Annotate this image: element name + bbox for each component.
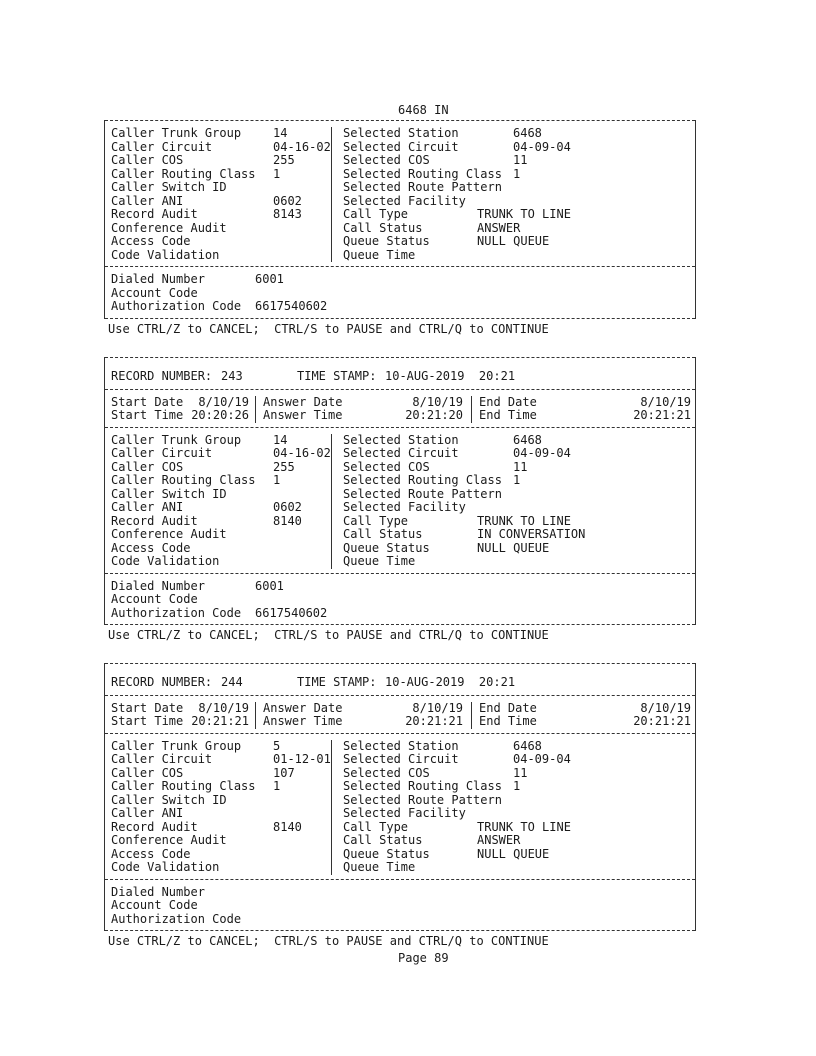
field-row xyxy=(105,740,695,754)
selected-field-label: Call Type xyxy=(343,513,409,528)
dial-field-label: Account Code xyxy=(111,898,198,912)
record-number-label: RECORD NUMBER: xyxy=(111,369,213,383)
date-time-section xyxy=(105,389,695,427)
field-row xyxy=(105,461,695,475)
selected-field-label: Selected Route Pattern xyxy=(343,180,502,194)
field-row xyxy=(105,154,695,168)
date-time-label: End Time xyxy=(479,408,537,422)
date-time-value: 20:21:21 xyxy=(633,408,691,422)
field-row xyxy=(105,208,695,222)
date-time-label: End Date xyxy=(479,394,537,409)
field-row xyxy=(105,913,695,927)
field-row xyxy=(105,821,695,835)
field-row xyxy=(105,447,695,461)
control-prompt: Use CTRL/Z to CANCEL; CTRL/S to PAUSE and CTRL/Q to CONTINUE xyxy=(108,628,549,642)
date-time-value: 8/10/19 xyxy=(640,700,691,715)
field-row xyxy=(105,528,695,542)
column-divider xyxy=(255,396,256,423)
field-row xyxy=(105,168,695,182)
dial-field-label: Account Code xyxy=(111,592,198,606)
field-row xyxy=(105,287,695,301)
selected-field-value: NULL QUEUE xyxy=(477,234,550,248)
selected-field-value: 11 xyxy=(513,765,528,780)
selected-field-label: Selected Circuit xyxy=(343,139,459,154)
dial-field-label: Dialed Number xyxy=(111,272,205,286)
date-time-label: Start Date xyxy=(111,700,184,715)
caller-field-value: 0602 xyxy=(273,193,302,208)
selected-field-label: Selected COS xyxy=(343,765,430,780)
date-time-value: 8/10/19 xyxy=(412,700,463,715)
caller-field-value: 04-16-02 xyxy=(273,446,331,460)
field-row xyxy=(105,607,695,621)
dial-field-label: Account Code xyxy=(111,285,198,300)
field-row xyxy=(105,181,695,195)
date-time-row xyxy=(105,702,695,716)
selected-field-value: 11 xyxy=(513,153,528,167)
selected-field-label: Selected Routing Class xyxy=(343,166,502,181)
selected-field-label: Selected Circuit xyxy=(343,752,459,766)
field-row xyxy=(105,195,695,209)
column-divider xyxy=(471,396,472,423)
selected-field-label: Selected Station xyxy=(343,432,459,447)
caller-field-value: 107 xyxy=(273,765,295,780)
selected-field-label: Selected Routing Class xyxy=(343,473,502,487)
field-row xyxy=(105,474,695,488)
record-header xyxy=(105,663,695,695)
date-time-section xyxy=(105,695,695,733)
selected-field-value: ANSWER xyxy=(477,220,521,235)
dial-field-value: 6617540602 xyxy=(255,299,328,313)
record-header-row xyxy=(105,370,695,384)
selected-field-value: 11 xyxy=(513,459,528,474)
date-time-value: 20:21:21 xyxy=(191,714,249,728)
caller-field-value: 8143 xyxy=(273,207,302,221)
selected-field-value: ANSWER xyxy=(477,833,521,847)
field-row xyxy=(105,899,695,913)
selected-field-label: Queue Status xyxy=(343,846,430,861)
caller-field-label: Conference Audit xyxy=(111,833,227,847)
dial-section xyxy=(105,266,695,319)
dial-field-value: 6001 xyxy=(255,272,284,286)
call-record xyxy=(104,357,696,625)
timestamp: 10-AUG-2019 20:21 xyxy=(385,675,516,689)
caller-field-label: Caller Trunk Group xyxy=(111,126,242,140)
selected-field-label: Queue Time xyxy=(343,554,416,568)
field-row xyxy=(105,834,695,848)
caller-field-label: Code Validation xyxy=(111,247,220,262)
caller-field-value: 0602 xyxy=(273,500,302,514)
record-header xyxy=(105,357,695,389)
field-row xyxy=(105,273,695,287)
date-time-value: 8/10/19 xyxy=(640,394,691,409)
field-row xyxy=(105,515,695,529)
selected-field-label: Call Status xyxy=(343,220,423,235)
selected-field-label: Selected Route Pattern xyxy=(343,486,502,501)
caller-field-label: Code Validation xyxy=(111,554,220,568)
caller-field-label: Caller Switch ID xyxy=(111,180,227,194)
selected-field-label: Selected Facility xyxy=(343,500,466,514)
date-time-value: 20:21:21 xyxy=(633,714,691,728)
column-divider xyxy=(331,740,332,875)
selected-field-value: 6468 xyxy=(513,432,542,447)
selected-field-value: 1 xyxy=(513,166,521,181)
caller-field-value: 1 xyxy=(273,473,281,487)
column-divider xyxy=(331,127,332,262)
record-number: 243 xyxy=(221,369,243,383)
date-time-value: 8/10/19 xyxy=(198,700,249,715)
caller-field-label: Caller COS xyxy=(111,765,184,780)
field-row xyxy=(105,542,695,556)
selected-field-label: Call Type xyxy=(343,207,409,221)
caller-selected-section xyxy=(105,120,695,266)
selected-field-value: 6468 xyxy=(513,738,542,753)
caller-field-label: Caller Circuit xyxy=(111,752,213,766)
field-row xyxy=(105,555,695,569)
date-time-label: Start Time xyxy=(111,714,184,728)
caller-field-label: Access Code xyxy=(111,846,191,861)
caller-field-label: Caller Switch ID xyxy=(111,486,227,501)
dial-field-label: Authorization Code xyxy=(111,605,242,620)
dial-field-label: Authorization Code xyxy=(111,911,242,926)
selected-field-value: NULL QUEUE xyxy=(477,540,550,555)
field-row xyxy=(105,141,695,155)
selected-field-label: Queue Status xyxy=(343,234,430,248)
caller-field-label: Caller ANI xyxy=(111,500,184,514)
selected-field-label: Selected Station xyxy=(343,126,459,140)
caller-field-label: Caller Circuit xyxy=(111,446,213,460)
field-row xyxy=(105,488,695,502)
selected-field-label: Queue Status xyxy=(343,540,430,555)
timestamp-label: TIME STAMP: xyxy=(297,369,377,383)
caller-selected-section xyxy=(105,733,695,879)
selected-field-value: TRUNK TO LINE xyxy=(477,513,571,528)
caller-field-label: Caller ANI xyxy=(111,193,184,208)
selected-field-value: TRUNK TO LINE xyxy=(477,819,571,834)
field-row xyxy=(105,780,695,794)
caller-field-value: 14 xyxy=(273,126,288,140)
field-row xyxy=(105,235,695,249)
caller-field-label: Code Validation xyxy=(111,860,220,874)
date-time-label: End Date xyxy=(479,700,537,715)
dial-field-label: Dialed Number xyxy=(111,578,205,593)
caller-field-value: 1 xyxy=(273,779,281,793)
timestamp: 10-AUG-2019 20:21 xyxy=(385,369,516,383)
caller-field-value: 01-12-01 xyxy=(273,752,331,766)
page-header: 6468 IN xyxy=(398,103,449,117)
record-number: 244 xyxy=(221,675,243,689)
caller-field-value: 14 xyxy=(273,432,288,447)
caller-field-label: Caller ANI xyxy=(111,806,184,820)
caller-field-value: 255 xyxy=(273,153,295,167)
column-divider xyxy=(331,434,332,569)
field-row xyxy=(105,127,695,141)
caller-field-label: Caller Routing Class xyxy=(111,779,256,793)
selected-field-label: Selected Routing Class xyxy=(343,779,502,793)
field-row xyxy=(105,794,695,808)
call-record xyxy=(104,120,696,319)
field-row xyxy=(105,580,695,594)
timestamp-label: TIME STAMP: xyxy=(297,675,377,689)
caller-field-label: Caller Routing Class xyxy=(111,166,256,181)
caller-field-label: Caller Circuit xyxy=(111,139,213,154)
caller-selected-section xyxy=(105,427,695,573)
selected-field-label: Selected Station xyxy=(343,738,459,753)
field-row xyxy=(105,807,695,821)
caller-field-label: Caller COS xyxy=(111,153,184,167)
field-row xyxy=(105,222,695,236)
dial-field-value: 6617540602 xyxy=(255,605,328,620)
caller-field-value: 5 xyxy=(273,738,281,753)
selected-field-label: Selected Facility xyxy=(343,193,466,208)
date-time-value: 8/10/19 xyxy=(198,394,249,409)
field-row xyxy=(105,848,695,862)
caller-field-label: Record Audit xyxy=(111,207,198,221)
dial-field-label: Authorization Code xyxy=(111,299,242,313)
selected-field-value: 6468 xyxy=(513,126,542,140)
caller-field-label: Caller Trunk Group xyxy=(111,432,242,447)
caller-field-label: Record Audit xyxy=(111,513,198,528)
dial-field-label: Dialed Number xyxy=(111,884,205,899)
date-time-value: 20:21:21 xyxy=(405,714,463,728)
selected-field-value: 04-09-04 xyxy=(513,446,571,460)
date-time-row xyxy=(105,715,695,729)
selected-field-value: TRUNK TO LINE xyxy=(477,207,571,221)
caller-field-label: Caller Routing Class xyxy=(111,473,256,487)
date-time-value: 8/10/19 xyxy=(412,394,463,409)
caller-field-label: Conference Audit xyxy=(111,220,227,235)
selected-field-value: NULL QUEUE xyxy=(477,846,550,861)
selected-field-label: Call Status xyxy=(343,833,423,847)
field-row xyxy=(105,767,695,781)
caller-field-label: Conference Audit xyxy=(111,527,227,541)
selected-field-label: Call Status xyxy=(343,527,423,541)
selected-field-label: Selected Facility xyxy=(343,806,466,820)
field-row xyxy=(105,753,695,767)
date-time-label: Answer Time xyxy=(263,408,343,422)
field-row xyxy=(105,886,695,900)
field-row xyxy=(105,434,695,448)
selected-field-label: Queue Time xyxy=(343,247,416,262)
column-divider xyxy=(471,702,472,729)
date-time-label: Start Time xyxy=(111,408,184,422)
date-time-label: Answer Date xyxy=(263,394,343,409)
selected-field-value: 1 xyxy=(513,779,521,793)
dial-field-value: 6001 xyxy=(255,578,284,593)
field-row xyxy=(105,861,695,875)
selected-field-label: Selected Circuit xyxy=(343,446,459,460)
selected-field-label: Queue Time xyxy=(343,860,416,874)
date-time-value: 20:20:26 xyxy=(191,408,249,422)
selected-field-label: Call Type xyxy=(343,819,409,834)
record-header-row xyxy=(105,676,695,690)
record-number-label: RECORD NUMBER: xyxy=(111,675,213,689)
caller-field-value: 1 xyxy=(273,166,281,181)
field-row xyxy=(105,300,695,314)
caller-field-value: 8140 xyxy=(273,819,302,834)
date-time-row xyxy=(105,409,695,423)
selected-field-value: IN CONVERSATION xyxy=(477,527,586,541)
field-row xyxy=(105,501,695,515)
caller-field-label: Caller Switch ID xyxy=(111,792,227,807)
caller-field-value: 8140 xyxy=(273,513,302,528)
date-time-label: Answer Date xyxy=(263,700,343,715)
field-row xyxy=(105,249,695,263)
column-divider xyxy=(255,702,256,729)
field-row xyxy=(105,593,695,607)
date-time-label: End Time xyxy=(479,714,537,728)
selected-field-label: Selected COS xyxy=(343,459,430,474)
date-time-value: 20:21:20 xyxy=(405,408,463,422)
caller-field-label: Caller Trunk Group xyxy=(111,738,242,753)
caller-field-value: 04-16-02 xyxy=(273,139,331,154)
caller-field-label: Record Audit xyxy=(111,819,198,834)
caller-field-label: Caller COS xyxy=(111,459,184,474)
caller-field-label: Access Code xyxy=(111,540,191,555)
page-number: Page 89 xyxy=(398,951,449,965)
date-time-label: Start Date xyxy=(111,394,184,409)
control-prompt: Use CTRL/Z to CANCEL; CTRL/S to PAUSE and CTRL/Q to CONTINUE xyxy=(108,934,549,948)
control-prompt: Use CTRL/Z to CANCEL; CTRL/S to PAUSE and CTRL/Q to CONTINUE xyxy=(108,322,549,336)
selected-field-value: 1 xyxy=(513,473,521,487)
selected-field-value: 04-09-04 xyxy=(513,139,571,154)
caller-field-label: Access Code xyxy=(111,234,191,248)
date-time-label: Answer Time xyxy=(263,714,343,728)
selected-field-label: Selected Route Pattern xyxy=(343,792,502,807)
caller-field-value: 255 xyxy=(273,459,295,474)
date-time-row xyxy=(105,396,695,410)
dial-section xyxy=(105,573,695,626)
selected-field-label: Selected COS xyxy=(343,153,430,167)
dial-section xyxy=(105,879,695,932)
call-record xyxy=(104,663,696,931)
selected-field-value: 04-09-04 xyxy=(513,752,571,766)
